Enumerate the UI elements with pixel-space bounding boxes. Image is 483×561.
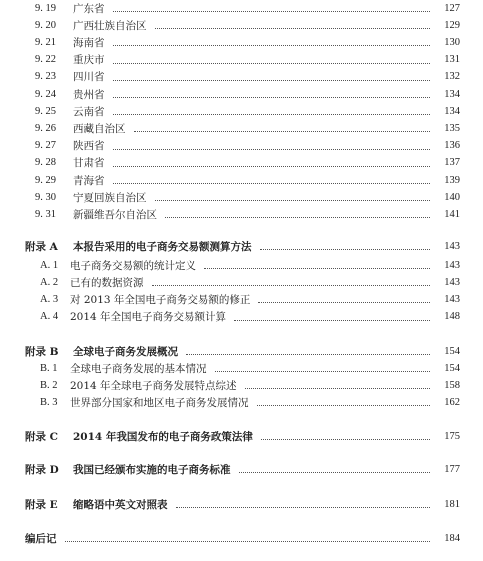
entry-page-number: 139	[444, 174, 460, 186]
entry-number: 9. 27	[35, 140, 56, 152]
toc-entry[interactable]	[0, 155, 483, 171]
toc-entry[interactable]	[0, 172, 483, 188]
appendix-heading[interactable]	[0, 238, 483, 254]
appendix-title: 2014 年我国发布的电子商务政策法律	[73, 430, 253, 443]
appendix-label: 附录 E	[25, 498, 58, 511]
entry-page-number: 143	[444, 276, 460, 288]
entry-page-number: 184	[444, 532, 460, 544]
entry-number: A. 4	[40, 311, 59, 323]
appendix-heading[interactable]	[0, 496, 483, 512]
dot-leader	[155, 199, 431, 201]
dot-leader	[176, 506, 431, 508]
entry-number: 9. 21	[35, 36, 56, 48]
entry-number: 9. 22	[35, 54, 56, 66]
dot-leader	[165, 216, 430, 218]
dot-leader	[113, 44, 431, 46]
toc-entry[interactable]	[0, 291, 483, 307]
entry-number: 9. 28	[35, 157, 56, 169]
entry-title: 2014 年全球电子商务发展特点综述	[70, 379, 237, 392]
entry-title: 广西壮族自治区	[73, 19, 147, 32]
entry-title: 贵州省	[73, 88, 105, 101]
dot-leader	[239, 471, 431, 473]
entry-title: 全球电子商务发展的基本情况	[70, 362, 207, 375]
toc-entry[interactable]	[0, 377, 483, 393]
entry-page-number: 162	[444, 396, 460, 408]
entry-page-number: 154	[444, 345, 460, 357]
entry-title: 世界部分国家和地区电子商务发展情况	[70, 396, 249, 409]
entry-page-number: 136	[444, 140, 460, 152]
dot-leader	[113, 182, 431, 184]
dot-leader	[234, 319, 430, 321]
toc-entry[interactable]	[0, 206, 483, 222]
dot-leader	[258, 301, 430, 303]
entry-page-number: 131	[444, 54, 460, 66]
entry-number: A. 3	[40, 293, 59, 305]
entry-title: 2014 年全国电子商务交易额计算	[70, 311, 227, 324]
dot-leader	[215, 370, 431, 372]
dot-leader	[155, 27, 431, 29]
toc-entry[interactable]	[0, 309, 483, 325]
toc-entry[interactable]	[0, 394, 483, 410]
toc-entry[interactable]	[0, 17, 483, 33]
toc-entry[interactable]	[0, 189, 483, 205]
dot-leader	[257, 404, 431, 406]
toc-entry[interactable]	[0, 138, 483, 154]
appendix-title: 缩略语中英文对照表	[73, 498, 168, 511]
toc-entry[interactable]	[0, 360, 483, 376]
entry-title: 青海省	[73, 174, 105, 187]
dot-leader	[113, 165, 431, 167]
appendix-title: 编后记	[25, 532, 57, 545]
dot-leader	[113, 96, 431, 98]
entry-page-number: 158	[444, 379, 460, 391]
entry-page-number: 177	[444, 463, 460, 475]
entry-number: A. 1	[40, 259, 59, 271]
dot-leader	[204, 267, 430, 269]
dot-leader	[186, 353, 430, 355]
entry-page-number: 129	[444, 19, 460, 31]
dot-leader	[152, 284, 431, 286]
entry-page-number: 141	[444, 208, 460, 220]
dot-leader	[113, 113, 431, 115]
toc-entry[interactable]	[0, 257, 483, 273]
entry-page-number: 135	[444, 122, 460, 134]
dot-leader	[261, 438, 430, 440]
toc-entry[interactable]	[0, 103, 483, 119]
entry-page-number: 143	[444, 240, 460, 252]
entry-number: B. 1	[40, 362, 58, 374]
toc-entry[interactable]	[0, 120, 483, 136]
entry-title: 海南省	[73, 36, 105, 49]
appendix-title: 本报告采用的电子商务交易额测算方法	[73, 240, 252, 253]
appendix-title: 全球电子商务发展概况	[73, 345, 178, 358]
entry-title: 云南省	[73, 105, 105, 118]
dot-leader	[113, 79, 431, 81]
entry-page-number: 134	[444, 105, 460, 117]
appendix-label: 附录 C	[25, 430, 59, 443]
toc-entry[interactable]	[0, 34, 483, 50]
entry-title: 西藏自治区	[73, 122, 126, 135]
entry-page-number: 127	[444, 2, 460, 14]
dot-leader	[65, 540, 431, 542]
toc-entry[interactable]	[0, 69, 483, 85]
toc-entry[interactable]	[0, 274, 483, 290]
toc-entry[interactable]	[0, 0, 483, 16]
entry-title: 四川省	[73, 71, 105, 84]
entry-number: 9. 25	[35, 105, 56, 117]
entry-page-number: 137	[444, 157, 460, 169]
entry-number: 9. 23	[35, 71, 56, 83]
entry-title: 电子商务交易额的统计定义	[70, 259, 196, 272]
entry-page-number: 130	[444, 36, 460, 48]
appendix-label: 附录 A	[25, 240, 58, 253]
appendix-label: 附录 D	[25, 463, 59, 476]
dot-leader	[134, 130, 431, 132]
entry-title: 陕西省	[73, 140, 105, 153]
entry-number: 9. 24	[35, 88, 56, 100]
entry-number: 9. 20	[35, 19, 56, 31]
dot-leader	[113, 10, 431, 12]
entry-number: 9. 30	[35, 191, 56, 203]
entry-number: 9. 26	[35, 122, 56, 134]
appendix-heading[interactable]	[0, 530, 483, 546]
entry-title: 重庆市	[73, 54, 105, 67]
dot-leader	[245, 387, 430, 389]
appendix-heading[interactable]	[0, 428, 483, 444]
entry-page-number: 140	[444, 191, 460, 203]
appendix-heading[interactable]	[0, 343, 483, 359]
entry-number: 9. 19	[35, 2, 56, 14]
entry-page-number: 143	[444, 293, 460, 305]
dot-leader	[113, 148, 431, 150]
dot-leader	[113, 62, 431, 64]
entry-page-number: 154	[444, 362, 460, 374]
entry-number: 9. 29	[35, 174, 56, 186]
appendix-label: 附录 B	[25, 345, 59, 358]
entry-page-number: 132	[444, 71, 460, 83]
entry-number: 9. 31	[35, 208, 56, 220]
entry-title: 甘肃省	[73, 157, 105, 170]
entry-page-number: 181	[444, 498, 460, 510]
toc-entry[interactable]	[0, 86, 483, 102]
dot-leader	[260, 248, 431, 250]
entry-page-number: 143	[444, 259, 460, 271]
entry-number: B. 2	[40, 379, 58, 391]
entry-title: 已有的数据资源	[70, 276, 144, 289]
entry-page-number: 134	[444, 88, 460, 100]
entry-page-number: 148	[444, 311, 460, 323]
entry-title: 对 2013 年全国电子商务交易额的修正	[70, 293, 251, 306]
entry-page-number: 175	[444, 430, 460, 442]
appendix-heading[interactable]	[0, 461, 483, 477]
entry-title: 广东省	[73, 2, 105, 15]
appendix-title: 我国已经颁布实施的电子商务标准	[73, 463, 231, 476]
entry-number: A. 2	[40, 276, 59, 288]
entry-title: 新疆维吾尔自治区	[73, 208, 157, 221]
entry-number: B. 3	[40, 396, 58, 408]
toc-entry[interactable]	[0, 52, 483, 68]
entry-title: 宁夏回族自治区	[73, 191, 147, 204]
